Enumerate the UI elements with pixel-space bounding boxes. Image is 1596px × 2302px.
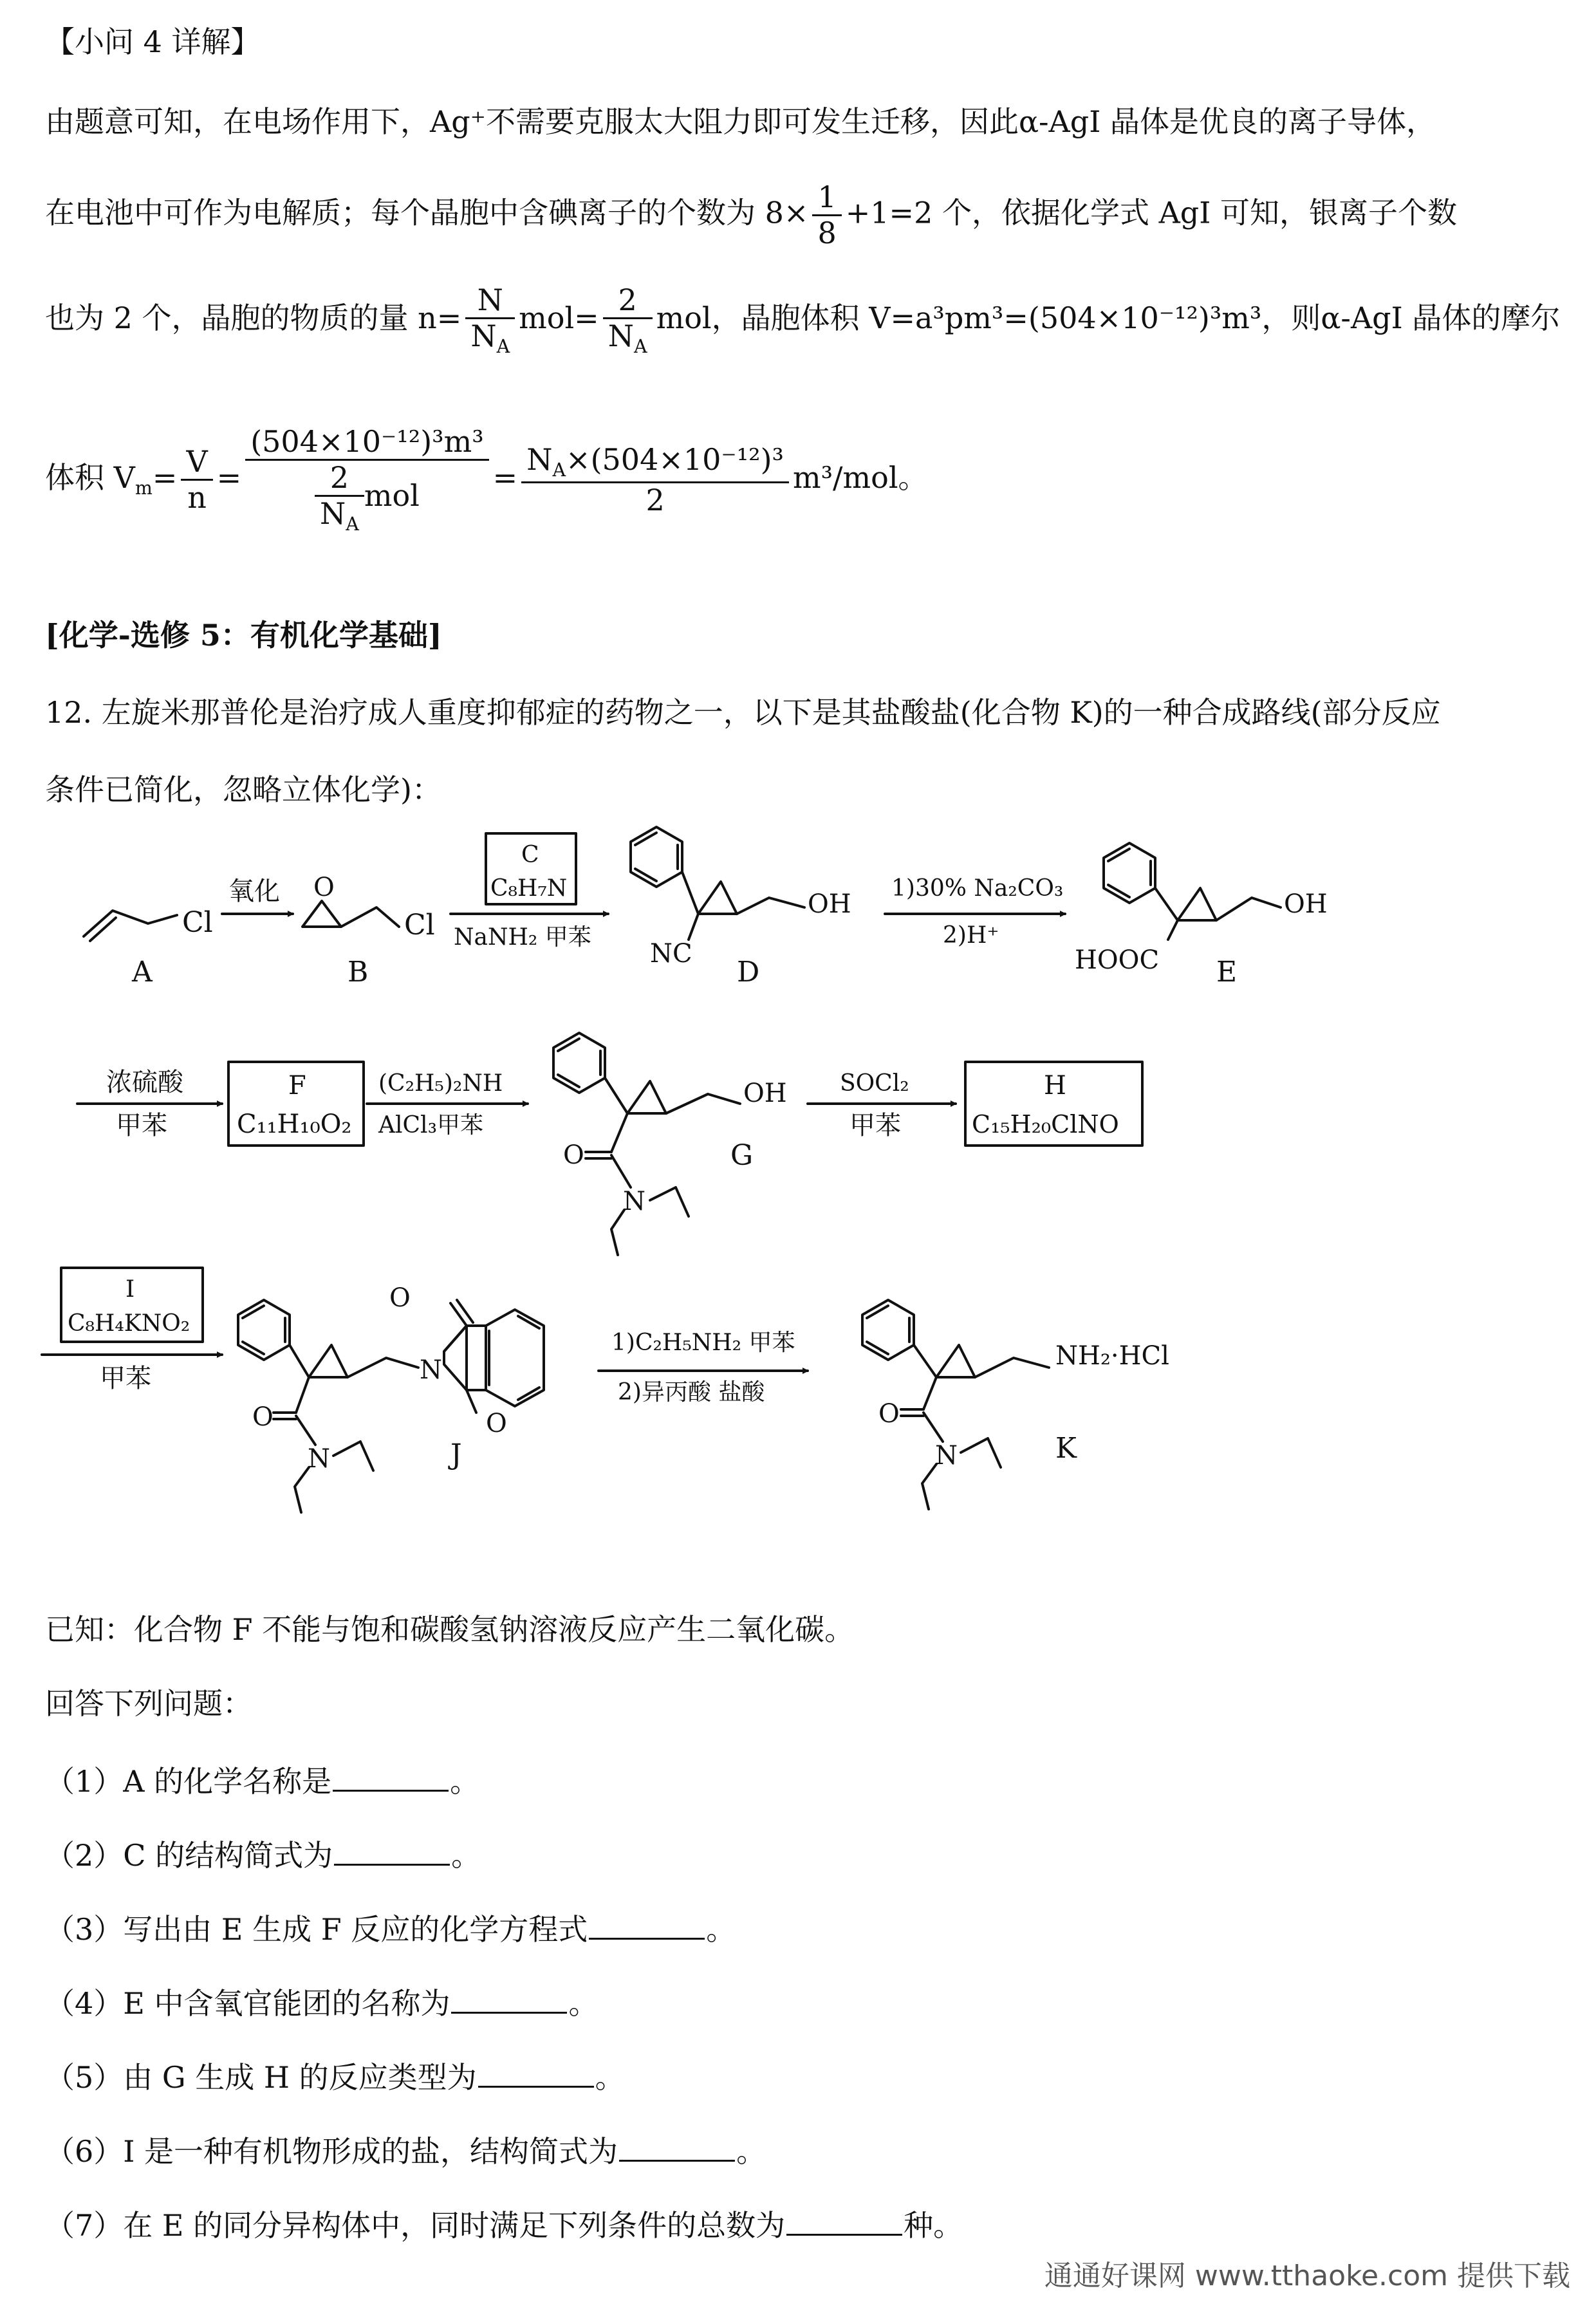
arrow-thionyl-chloride — [808, 1070, 956, 1140]
watermark: 通通好课网 www.tthaoke.com 提供下载 — [1044, 2260, 1570, 2292]
svg-text:NC: NC — [650, 939, 692, 969]
subquestion-1 — [45, 1760, 479, 1799]
svg-text:O: O — [252, 1402, 274, 1432]
answer-blank[interactable] — [786, 2204, 902, 2236]
solution-line-3-a: 也为 2 个，晶胞的物质的量 n= — [45, 300, 462, 335]
fraction-denominator: 8 — [817, 215, 837, 250]
svg-text:2)异丙酸 盐酸: 2)异丙酸 盐酸 — [618, 1379, 765, 1406]
svg-text:氧化: 氧化 — [228, 877, 280, 906]
label-a: A — [132, 956, 153, 989]
label-e: E — [1216, 956, 1238, 989]
label-b: B — [348, 956, 369, 989]
compound-k-structure — [862, 1300, 1169, 1509]
solution-line-2-a: 在电池中可作为电解质；每个晶胞中含碘离子的个数为 8× — [45, 195, 809, 230]
subquestion-suffix: 。 — [451, 1838, 481, 1873]
compound-g-structure — [553, 1033, 787, 1255]
subquestion-4 — [45, 1982, 598, 2021]
fraction-numerator: 2 — [603, 283, 653, 319]
svg-text:浓硫酸: 浓硫酸 — [106, 1068, 183, 1097]
svg-text:HOOC: HOOC — [1075, 945, 1160, 975]
svg-text:甲苯: 甲苯 — [100, 1364, 151, 1393]
subquestion-5 — [45, 2056, 625, 2095]
svg-text:甲苯: 甲苯 — [116, 1111, 167, 1140]
arrow-diethylamine — [367, 1070, 528, 1138]
svg-text:C₁₅H₂₀ClNO: C₁₅H₂₀ClNO — [972, 1110, 1119, 1138]
svg-text:N: N — [420, 1355, 442, 1385]
svg-text:OH: OH — [808, 889, 851, 919]
label-g: G — [730, 1139, 754, 1172]
subquestion-suffix: 。 — [595, 2060, 625, 2095]
solution-line-3-b: mol，晶胞体积 V=a³pm³=(504×10⁻¹²)³m³，则α-AgI 晶体的摩尔 — [656, 300, 1561, 335]
fraction-numerator: 1 — [812, 180, 841, 216]
svg-text:NH₂·HCl: NH₂·HCl — [1055, 1341, 1169, 1371]
answer-blank[interactable] — [619, 2130, 735, 2162]
svg-text:2)H⁺: 2)H⁺ — [943, 922, 999, 949]
fraction-denominator: $N_A$ — [470, 318, 510, 358]
subquestion-7 — [45, 2204, 963, 2243]
svg-text:I: I — [125, 1276, 135, 1303]
arrow-conc-sulfuric — [77, 1068, 222, 1140]
subquestion-3 — [45, 1908, 736, 1947]
subquestion-text: （5）由 G 生成 H 的反应类型为 — [45, 2060, 477, 2095]
box-compound-h — [965, 1062, 1142, 1146]
subquestion-suffix: 。 — [706, 1912, 736, 1947]
svg-text:OH: OH — [743, 1079, 787, 1108]
svg-text:O: O — [878, 1399, 900, 1429]
svg-text:甲苯: 甲苯 — [849, 1111, 901, 1140]
svg-text:1)30% Na₂CO₃: 1)30% Na₂CO₃ — [891, 875, 1064, 902]
solution-line-2-b: +1=2 个，依据化学式 AgI 可知，银离子个数 — [845, 195, 1458, 230]
answer-prompt: 回答下列问题： — [45, 1686, 252, 1721]
svg-text:(C₂H₅)₂NH: (C₂H₅)₂NH — [378, 1070, 503, 1097]
label-j: J — [450, 1438, 462, 1471]
solution-line-4: 体积 $V_m=$ $\frac{V}{n}$ = (504×10⁻¹²)³m³ $\frac{2}{N_A}$ mol = $\frac{N_A\times(504\times 10^{-12})^3}{2}$ m³/mol。 — [45, 424, 928, 535]
subquestion-text: （2）C 的结构简式为 — [45, 1838, 333, 1873]
section-title: [化学-选修 5：有机化学基础] — [45, 618, 442, 653]
arrow-oxidation — [222, 877, 293, 914]
svg-text:C: C — [521, 842, 539, 868]
svg-text:OH: OH — [1284, 889, 1328, 919]
svg-text:AlCl₃甲苯: AlCl₃甲苯 — [378, 1112, 484, 1138]
compound-e-structure — [1075, 843, 1328, 989]
solution-line-1: 由题意可知，在电场作用下，Ag⁺不需要克服太大阻力即可发生迁移，因此α-AgI 晶体是优良的离子导体， — [45, 104, 1436, 139]
fraction-molar-volume: $\frac{N_A\times(504\times 10^{-12})^3}{2}$ — [521, 443, 789, 517]
svg-text:N: N — [935, 1441, 958, 1471]
compound-b-structure — [302, 873, 435, 989]
svg-text:O: O — [563, 1140, 584, 1170]
svg-text:Cl: Cl — [182, 906, 213, 939]
subquestion-suffix: 。 — [450, 1764, 480, 1799]
subquestion-text: （6）I 是一种有机物形成的盐，结构简式为 — [45, 2134, 618, 2169]
svg-text:C₁₁H₁₀O₂: C₁₁H₁₀O₂ — [237, 1109, 352, 1139]
svg-text:H: H — [1044, 1071, 1066, 1100]
compound-d-structure — [631, 827, 851, 989]
subquestion-suffix: 种。 — [904, 2208, 963, 2243]
subquestion-text: （1）A 的化学名称是 — [45, 1764, 332, 1799]
solution-line-3-unit: mol= — [519, 300, 599, 335]
subquestion-text: （7）在 E 的同分异构体中，同时满足下列条件的总数为 — [45, 2208, 786, 2243]
svg-text:Cl: Cl — [404, 909, 435, 942]
subquestion-6 — [45, 2130, 766, 2169]
answer-blank[interactable] — [451, 1982, 567, 2014]
fraction-numerator: N — [465, 283, 515, 319]
svg-text:O: O — [389, 1283, 411, 1313]
subquestion-suffix: 。 — [736, 2134, 766, 2169]
arrow-with-reagent-c — [450, 833, 608, 951]
svg-text:SOCl₂: SOCl₂ — [840, 1070, 909, 1097]
fraction-v-over-n: $\frac{V}{n}$ — [181, 445, 212, 515]
svg-text:C₈H₇N: C₈H₇N — [490, 875, 568, 902]
fraction-volume-over-moles: (504×10⁻¹²)³m³ $\frac{2}{N_A}$ mol — [245, 425, 488, 535]
subquestion-text: （3）写出由 E 生成 F 反应的化学方程式 — [45, 1912, 588, 1947]
solution-heading: 【小问 4 详解】 — [45, 24, 261, 59]
compound-j-structure — [238, 1283, 544, 1512]
known-condition: 已知：化合物 F 不能与饱和碳酸氢钠溶液反应产生二氧化碳。 — [45, 1612, 855, 1647]
answer-blank[interactable] — [589, 1908, 705, 1940]
svg-text:1)C₂H₅NH₂ 甲苯: 1)C₂H₅NH₂ 甲苯 — [611, 1330, 795, 1356]
question-line-1: 12. 左旋米那普伦是治疗成人重度抑郁症的药物之一，以下是其盐酸盐(化合物 K)的一种合成路线(部分反应 — [45, 695, 1441, 730]
svg-text:O: O — [486, 1409, 507, 1438]
svg-text:O: O — [313, 873, 335, 902]
compound-a-structure — [84, 906, 213, 989]
svg-text:F: F — [288, 1071, 306, 1100]
arrow-hydrolysis — [885, 875, 1065, 949]
answer-blank[interactable] — [333, 1760, 449, 1792]
subquestion-2 — [45, 1834, 481, 1873]
subquestion-text: （4）E 中含氧官能团的名称为 — [45, 1986, 450, 2021]
fraction-denominator: $N_A$ — [608, 318, 647, 358]
answer-blank[interactable] — [478, 2056, 594, 2088]
svg-text:N: N — [308, 1444, 330, 1474]
question-line-2: 条件已简化，忽略立体化学)： — [45, 772, 441, 807]
arrow-ethylamine-deprotection — [598, 1330, 808, 1406]
subquestion-suffix: 。 — [568, 1986, 598, 2021]
svg-text:N: N — [623, 1187, 645, 1216]
label-k: K — [1055, 1432, 1077, 1465]
box-compound-f — [228, 1062, 364, 1146]
answer-blank[interactable] — [334, 1834, 450, 1866]
svg-text:NaNH₂ 甲苯: NaNH₂ 甲苯 — [454, 924, 591, 951]
svg-text:C₈H₄KNO₂: C₈H₄KNO₂ — [68, 1310, 190, 1337]
arrow-with-reagent-i — [42, 1268, 222, 1393]
label-d: D — [737, 956, 760, 989]
